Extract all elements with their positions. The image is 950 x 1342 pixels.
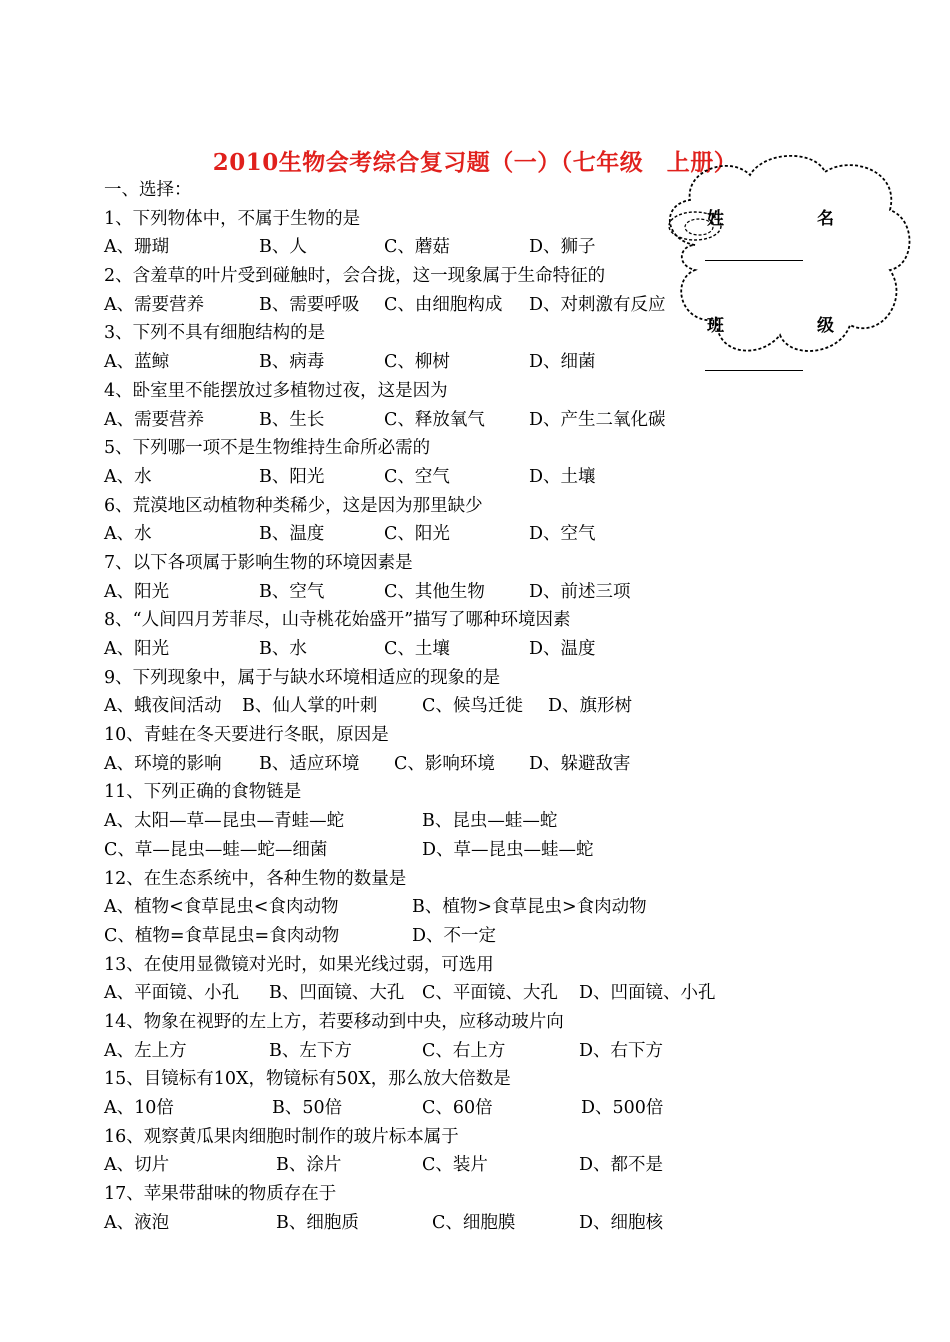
question-6: 6、荒漠地区动植物种类稀少，这是因为那里缺少 bbox=[104, 495, 483, 516]
option-b[interactable]: B、需要呼吸 bbox=[259, 294, 360, 315]
question-list bbox=[104, 176, 724, 1237]
option-c[interactable]: C、细胞膜 bbox=[432, 1212, 516, 1233]
question-10: 10、青蛙在冬天要进行冬眠，原因是 bbox=[104, 725, 389, 746]
option-a[interactable]: A、10倍 bbox=[104, 1098, 174, 1118]
option-b[interactable]: B、阳光 bbox=[259, 466, 325, 487]
option-b[interactable]: B、左下方 bbox=[269, 1040, 352, 1061]
options-4 bbox=[104, 406, 724, 435]
options-7 bbox=[104, 578, 724, 607]
option-c[interactable]: C、释放氧气 bbox=[384, 409, 485, 430]
option-b[interactable]: B、昆虫—蛙—蛇 bbox=[422, 811, 558, 832]
options-11-row-2 bbox=[104, 836, 724, 865]
options-14 bbox=[104, 1037, 724, 1066]
option-b[interactable]: B、仙人掌的叶刺 bbox=[242, 696, 378, 717]
option-a[interactable]: A、水 bbox=[104, 466, 152, 487]
option-d[interactable]: D、产生二氧化碳 bbox=[529, 409, 666, 430]
option-d[interactable]: D、凹面镜、小孔 bbox=[579, 983, 716, 1004]
option-d[interactable]: D、草—昆虫—蛙—蛇 bbox=[422, 839, 594, 860]
option-d[interactable]: D、细胞核 bbox=[579, 1212, 664, 1233]
option-c[interactable]: C、其他生物 bbox=[384, 581, 485, 602]
option-a[interactable]: A、珊瑚 bbox=[104, 237, 170, 258]
options-16 bbox=[104, 1151, 724, 1180]
option-b[interactable]: B、植物>食草昆虫>食肉动物 bbox=[412, 897, 647, 918]
options-13 bbox=[104, 979, 724, 1008]
section-heading: 一、选择： bbox=[104, 180, 192, 200]
option-b[interactable]: B、细胞质 bbox=[276, 1212, 359, 1233]
option-a[interactable]: A、需要营养 bbox=[104, 294, 205, 315]
option-d[interactable]: D、不一定 bbox=[412, 925, 497, 946]
option-c[interactable]: C、由细胞构成 bbox=[384, 294, 503, 315]
option-d[interactable]: D、狮子 bbox=[529, 237, 596, 258]
class-label-1: 班 bbox=[707, 316, 724, 336]
question-17: 17、苹果带甜味的物质存在于 bbox=[104, 1184, 337, 1205]
option-c[interactable]: C、60倍 bbox=[422, 1098, 493, 1118]
option-b[interactable]: B、凹面镜、大孔 bbox=[269, 983, 405, 1004]
option-a[interactable]: A、阳光 bbox=[104, 639, 170, 659]
option-a[interactable]: A、太阳—草—昆虫—青蛙—蛇 bbox=[104, 811, 345, 832]
options-1 bbox=[104, 233, 724, 262]
question-7: 7、以下各项属于影响生物的环境因素是 bbox=[104, 552, 413, 573]
question-9: 9、下列现象中，属于与缺水环境相适应的现象的是 bbox=[104, 667, 501, 688]
question-12: 12、在生态系统中，各种生物的数量是 bbox=[104, 868, 407, 889]
page-title: 2010生物会考综合复习题（一）（七年级 上册） bbox=[212, 149, 738, 176]
option-b[interactable]: B、适应环境 bbox=[259, 753, 360, 774]
options-6 bbox=[104, 520, 724, 549]
option-d[interactable]: D、细菌 bbox=[529, 352, 596, 373]
option-c[interactable]: C、装片 bbox=[422, 1155, 488, 1176]
option-d[interactable]: D、土壤 bbox=[529, 466, 596, 487]
option-b[interactable]: B、水 bbox=[259, 639, 307, 659]
option-a[interactable]: A、需要营养 bbox=[104, 409, 205, 430]
question-8: 8、“人间四月芳菲尽，山寺桃花始盛开”描写了哪种环境因素 bbox=[104, 610, 571, 631]
options-15 bbox=[104, 1094, 724, 1123]
option-a[interactable]: A、液泡 bbox=[104, 1212, 170, 1233]
question-5: 5、下列哪一项不是生物维持生命所必需的 bbox=[104, 438, 431, 459]
option-b[interactable]: B、涂片 bbox=[276, 1155, 342, 1176]
option-b[interactable]: B、温度 bbox=[259, 524, 325, 545]
question-16: 16、观察黄瓜果肉细胞时制作的玻片标本属于 bbox=[104, 1126, 459, 1147]
options-12-row-1 bbox=[104, 893, 724, 922]
options-2 bbox=[104, 291, 724, 320]
option-d[interactable]: D、旗形树 bbox=[548, 696, 633, 717]
option-c[interactable]: C、草—昆虫—蛙—蛇—细菌 bbox=[104, 839, 328, 860]
option-c[interactable]: C、影响环境 bbox=[394, 753, 495, 774]
question-13: 13、在使用显微镜对光时，如果光线过弱，可选用 bbox=[104, 954, 494, 975]
option-d[interactable]: D、对刺激有反应 bbox=[529, 294, 666, 315]
option-c[interactable]: C、候鸟迁徙 bbox=[422, 696, 523, 717]
option-c[interactable]: C、平面镜、大孔 bbox=[422, 983, 558, 1004]
options-10 bbox=[104, 750, 724, 779]
question-3: 3、下列不具有细胞结构的是 bbox=[104, 323, 326, 344]
option-c[interactable]: C、阳光 bbox=[384, 524, 450, 545]
question-11: 11、下列正确的食物链是 bbox=[104, 782, 302, 803]
question-1: 1、下列物体中，不属于生物的是 bbox=[104, 208, 361, 229]
options-12-row-2 bbox=[104, 922, 724, 951]
name-label-1: 姓 bbox=[707, 209, 724, 229]
options-8 bbox=[104, 635, 724, 664]
option-a[interactable]: A、植物<食草昆虫<食肉动物 bbox=[104, 897, 339, 918]
option-c[interactable]: C、蘑菇 bbox=[384, 237, 450, 258]
option-a[interactable]: A、水 bbox=[104, 524, 152, 545]
option-a[interactable]: A、阳光 bbox=[104, 581, 170, 602]
option-b[interactable]: B、空气 bbox=[259, 581, 325, 602]
option-a[interactable]: A、蓝鲸 bbox=[104, 352, 170, 373]
option-d[interactable]: D、500倍 bbox=[581, 1098, 664, 1118]
option-b[interactable]: B、生长 bbox=[259, 409, 325, 430]
option-a[interactable]: A、左上方 bbox=[104, 1040, 187, 1061]
options-3 bbox=[104, 348, 724, 377]
options-5 bbox=[104, 463, 724, 492]
option-a[interactable]: A、切片 bbox=[104, 1155, 170, 1176]
option-b[interactable]: B、病毒 bbox=[259, 352, 325, 373]
question-2: 2、含羞草的叶片受到碰触时，会合拢，这一现象属于生命特征的 bbox=[104, 266, 606, 287]
option-a[interactable]: A、环境的影响 bbox=[104, 753, 222, 774]
option-b[interactable]: B、50倍 bbox=[272, 1098, 343, 1118]
option-d[interactable]: D、温度 bbox=[529, 639, 596, 659]
option-d[interactable]: D、右下方 bbox=[579, 1040, 664, 1061]
option-a[interactable]: A、平面镜、小孔 bbox=[104, 983, 240, 1004]
question-15: 15、目镜标有10X，物镜标有50X，那么放大倍数是 bbox=[104, 1069, 511, 1090]
option-c[interactable]: C、空气 bbox=[384, 466, 450, 487]
option-c[interactable]: C、柳树 bbox=[384, 352, 450, 373]
option-c[interactable]: C、植物=食草昆虫=食肉动物 bbox=[104, 925, 340, 946]
option-d[interactable]: D、都不是 bbox=[579, 1155, 664, 1176]
option-d[interactable]: D、空气 bbox=[529, 524, 596, 545]
question-4: 4、卧室里不能摆放过多植物过夜，这是因为 bbox=[104, 380, 448, 401]
options-17 bbox=[104, 1209, 724, 1238]
name-label-2: 名 bbox=[817, 209, 834, 229]
options-9 bbox=[104, 692, 724, 721]
option-c[interactable]: C、右上方 bbox=[422, 1040, 506, 1061]
option-d[interactable]: D、前述三项 bbox=[529, 581, 631, 602]
option-b[interactable]: B、人 bbox=[259, 237, 307, 258]
option-a[interactable]: A、蛾夜间活动 bbox=[104, 696, 222, 717]
option-d[interactable]: D、躲避敌害 bbox=[529, 753, 631, 774]
class-label-2: 级 bbox=[817, 316, 834, 336]
question-14: 14、物象在视野的左上方，若要移动到中央，应移动玻片向 bbox=[104, 1011, 564, 1032]
option-c[interactable]: C、土壤 bbox=[384, 639, 450, 659]
options-11-row-1 bbox=[104, 807, 724, 836]
